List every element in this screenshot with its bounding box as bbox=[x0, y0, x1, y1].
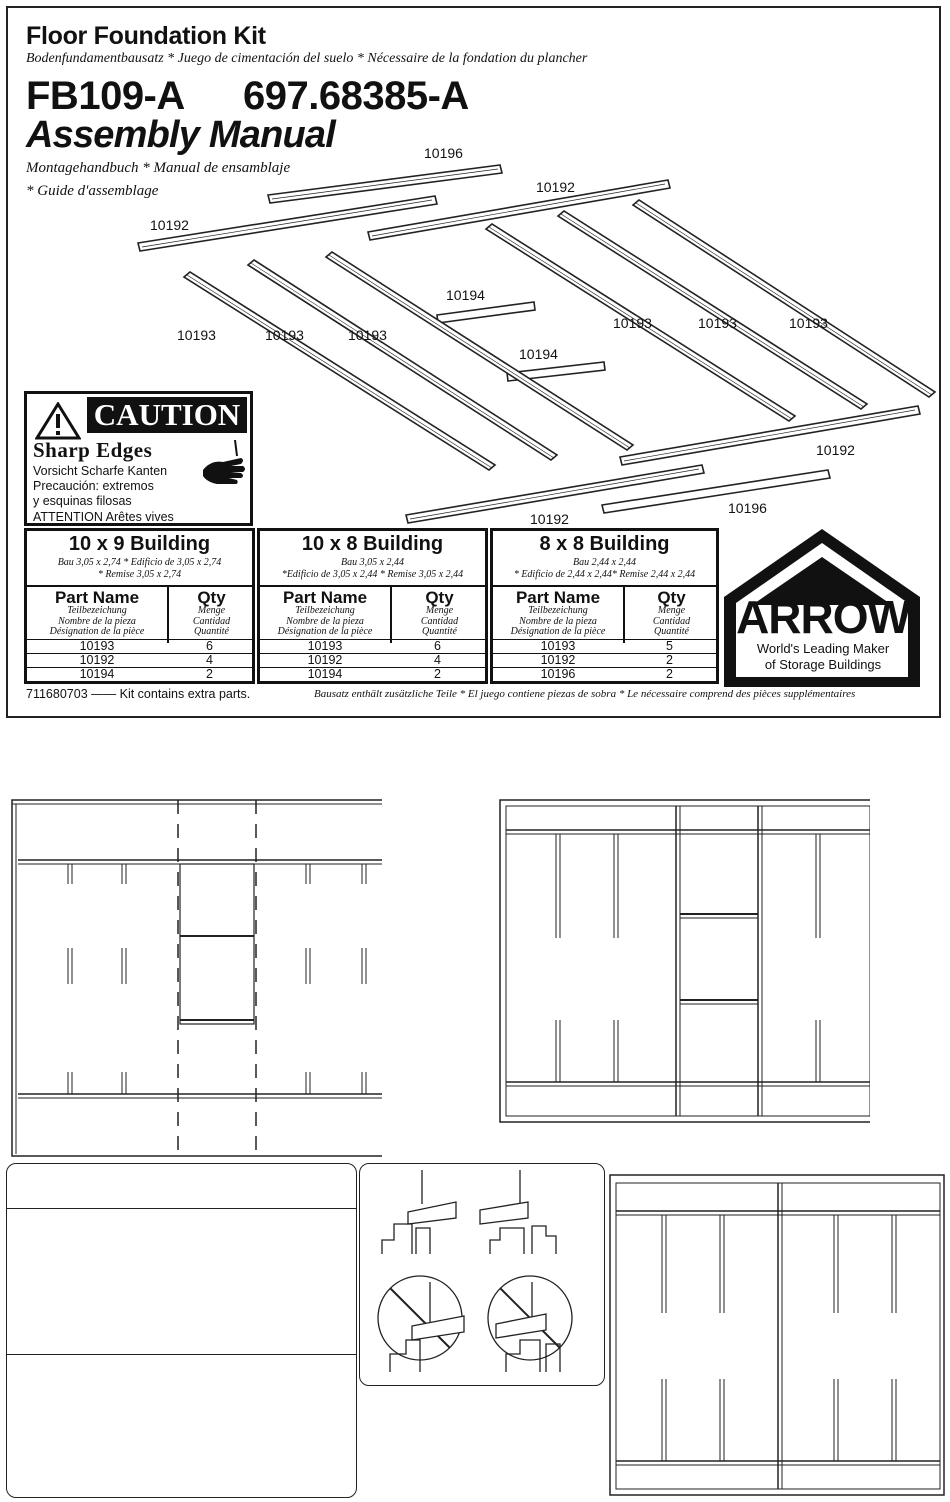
qty-fr: Quantité bbox=[654, 626, 689, 637]
label-10196-top: 10196 bbox=[424, 145, 463, 161]
part-cell: 10194 bbox=[79, 667, 115, 681]
building-title: 10 x 8 Building bbox=[301, 533, 444, 555]
table-row bbox=[493, 653, 716, 667]
tagline-line-1: World's Leading Maker bbox=[756, 641, 890, 656]
qty-cell: 2 bbox=[206, 667, 213, 681]
qty-cell: 6 bbox=[206, 639, 213, 653]
label-10193-6: 10193 bbox=[789, 315, 828, 331]
part-cell: 10193 bbox=[307, 639, 343, 653]
table-row bbox=[493, 667, 716, 681]
manual-heading: Assembly Manual bbox=[26, 114, 335, 156]
label-10192-bottom-right: 10192 bbox=[816, 442, 855, 458]
part-name-es: Nombre de la pieza bbox=[519, 615, 597, 627]
building-sub-1: Bau 2,44 x 2,44 bbox=[572, 557, 637, 568]
label-10192-top-right: 10192 bbox=[536, 179, 575, 195]
qty-es: Cantidad bbox=[192, 615, 231, 627]
kit-subtitle: Bodenfundamentbausatz * Juego de cimentación del suelo * Nécessaire de la fondation du plancher bbox=[26, 51, 588, 66]
caution-heading: CAUTION bbox=[87, 397, 247, 433]
qty-fr: Quantité bbox=[422, 626, 457, 637]
tagline-line-2: of Storage Buildings bbox=[764, 657, 882, 672]
qty-es: Cantidad bbox=[420, 615, 459, 627]
label-10193-4: 10193 bbox=[613, 315, 652, 331]
label-10193-5: 10193 bbox=[698, 315, 737, 331]
table-row bbox=[493, 639, 716, 653]
table-header bbox=[260, 585, 485, 643]
kit-title: Floor Foundation Kit bbox=[26, 22, 266, 50]
part-cell: 10193 bbox=[79, 639, 115, 653]
label-10193-1: 10193 bbox=[177, 327, 216, 343]
caution-box bbox=[24, 391, 253, 526]
hand-cut-icon bbox=[201, 440, 249, 492]
table-row bbox=[260, 639, 485, 653]
part-cell: 10192 bbox=[79, 653, 115, 667]
caution-spanish-1: Precaución: extremos bbox=[33, 479, 154, 493]
qty-cell: 2 bbox=[666, 653, 673, 667]
part-name-header: Part Name bbox=[282, 588, 368, 607]
part-cell: 10192 bbox=[307, 653, 343, 667]
qty-cell: 2 bbox=[666, 667, 673, 681]
rail-10194-a bbox=[437, 302, 535, 323]
part-name-es: Nombre de la pieza bbox=[286, 615, 364, 627]
part-name-header: Part Name bbox=[54, 588, 140, 607]
table-row bbox=[27, 639, 252, 653]
table-row bbox=[27, 667, 252, 681]
qty-header: Qty bbox=[197, 588, 226, 607]
screw-detail-panel bbox=[359, 1163, 605, 1386]
table-header bbox=[493, 585, 716, 643]
part-cell: 10196 bbox=[540, 667, 576, 681]
part-name-de: Teilbezeichung bbox=[295, 605, 355, 616]
instruction-panel-blank bbox=[6, 1163, 357, 1498]
table-row bbox=[27, 653, 252, 667]
caution-german: Vorsicht Scharfe Kanten bbox=[33, 464, 168, 478]
caution-french: ATTENTION Arêtes vives bbox=[33, 510, 174, 524]
table-8x8 bbox=[490, 528, 719, 684]
panel-divider bbox=[7, 1354, 356, 1355]
floor-plan-diagram-b bbox=[498, 798, 870, 1124]
part-name-de: Teilbezeichung bbox=[67, 605, 127, 616]
building-title: 8 x 8 Building bbox=[539, 533, 670, 555]
part-name-fr: Désignation de la pièce bbox=[49, 626, 145, 637]
label-10196-bottom: 10196 bbox=[728, 500, 767, 516]
qty-de: Menge bbox=[197, 605, 226, 616]
table-row bbox=[260, 653, 485, 667]
building-sub-1: Bau 3,05 x 2,74 * Edificio de 3,05 x 2,74 bbox=[57, 557, 222, 568]
qty-de: Menge bbox=[425, 605, 454, 616]
rails bbox=[138, 165, 920, 523]
floor-plan-diagram-c bbox=[608, 1173, 946, 1498]
qty-cell: 4 bbox=[434, 653, 441, 667]
building-sub-2: * Edificio de 2,44 x 2,44* Remise 2,44 x 2,44 bbox=[513, 569, 696, 580]
sharp-edges-label: Sharp Edges bbox=[33, 438, 153, 462]
manual-translations-1: Montagehandbuch * Manual de ensamblaje bbox=[26, 160, 291, 176]
label-10194-a: 10194 bbox=[446, 287, 485, 303]
extra-parts-note: Kit contains extra parts. bbox=[119, 687, 251, 701]
building-sub-2: *Edificio de 3,05 x 2,44 * Remise 3,05 x 2,44 bbox=[281, 569, 464, 580]
dash: —— bbox=[91, 687, 120, 701]
label-10194-b: 10194 bbox=[519, 346, 558, 362]
building-sub-1: Bau 3,05 x 2,44 bbox=[340, 557, 405, 568]
part-name-de: Teilbezeichung bbox=[528, 605, 588, 616]
manual-translations-2: * Guide d'assemblage bbox=[26, 183, 159, 199]
table-row bbox=[260, 667, 485, 681]
building-sub-2: * Remise 3,05 x 2,74 bbox=[97, 569, 182, 580]
building-title: 10 x 9 Building bbox=[68, 533, 211, 555]
arrow-logo-word: ARROW bbox=[736, 591, 910, 643]
qty-cell: 2 bbox=[434, 667, 441, 681]
table-10x9 bbox=[24, 528, 255, 684]
qty-header: Qty bbox=[657, 588, 686, 607]
model-number-a: FB109-A bbox=[26, 74, 185, 118]
label-10192-top-left: 10192 bbox=[150, 217, 189, 233]
label-10192-bottom: 10192 bbox=[530, 511, 569, 527]
arrow-tagline bbox=[730, 641, 916, 673]
qty-de: Menge bbox=[657, 605, 686, 616]
screw-detail-drawing bbox=[360, 1164, 606, 1387]
part-name-fr: Désignation de la pièce bbox=[277, 626, 373, 637]
qty-cell: 5 bbox=[666, 639, 673, 653]
part-cell: 10194 bbox=[307, 667, 343, 681]
caution-spanish-2: y esquinas filosas bbox=[33, 494, 132, 508]
part-code: 711680703 bbox=[26, 687, 88, 701]
floor-plan-diagram-a bbox=[10, 798, 382, 1160]
part-cell: 10192 bbox=[540, 653, 576, 667]
part-name-fr: Désignation de la pièce bbox=[510, 626, 606, 637]
footer-code-line bbox=[26, 687, 250, 701]
qty-cell: 6 bbox=[434, 639, 441, 653]
label-10193-2: 10193 bbox=[265, 327, 304, 343]
qty-header: Qty bbox=[425, 588, 454, 607]
qty-cell: 4 bbox=[206, 653, 213, 667]
warning-triangle-icon bbox=[35, 402, 81, 440]
panel-divider bbox=[7, 1208, 356, 1209]
table-header bbox=[27, 585, 252, 643]
extra-parts-translations: Bausatz enthält zusätzliche Teile * El juego contiene piezas de sobra * Le nécessaire comprend des pièces supplémentaires bbox=[314, 688, 856, 700]
model-number-b: 697.68385-A bbox=[243, 74, 469, 118]
part-cell: 10193 bbox=[540, 639, 576, 653]
qty-fr: Quantité bbox=[194, 626, 229, 637]
qty-es: Cantidad bbox=[652, 615, 691, 627]
part-name-es: Nombre de la pieza bbox=[58, 615, 136, 627]
part-name-header: Part Name bbox=[515, 588, 601, 607]
table-10x8 bbox=[257, 528, 488, 684]
label-10193-3: 10193 bbox=[348, 327, 387, 343]
